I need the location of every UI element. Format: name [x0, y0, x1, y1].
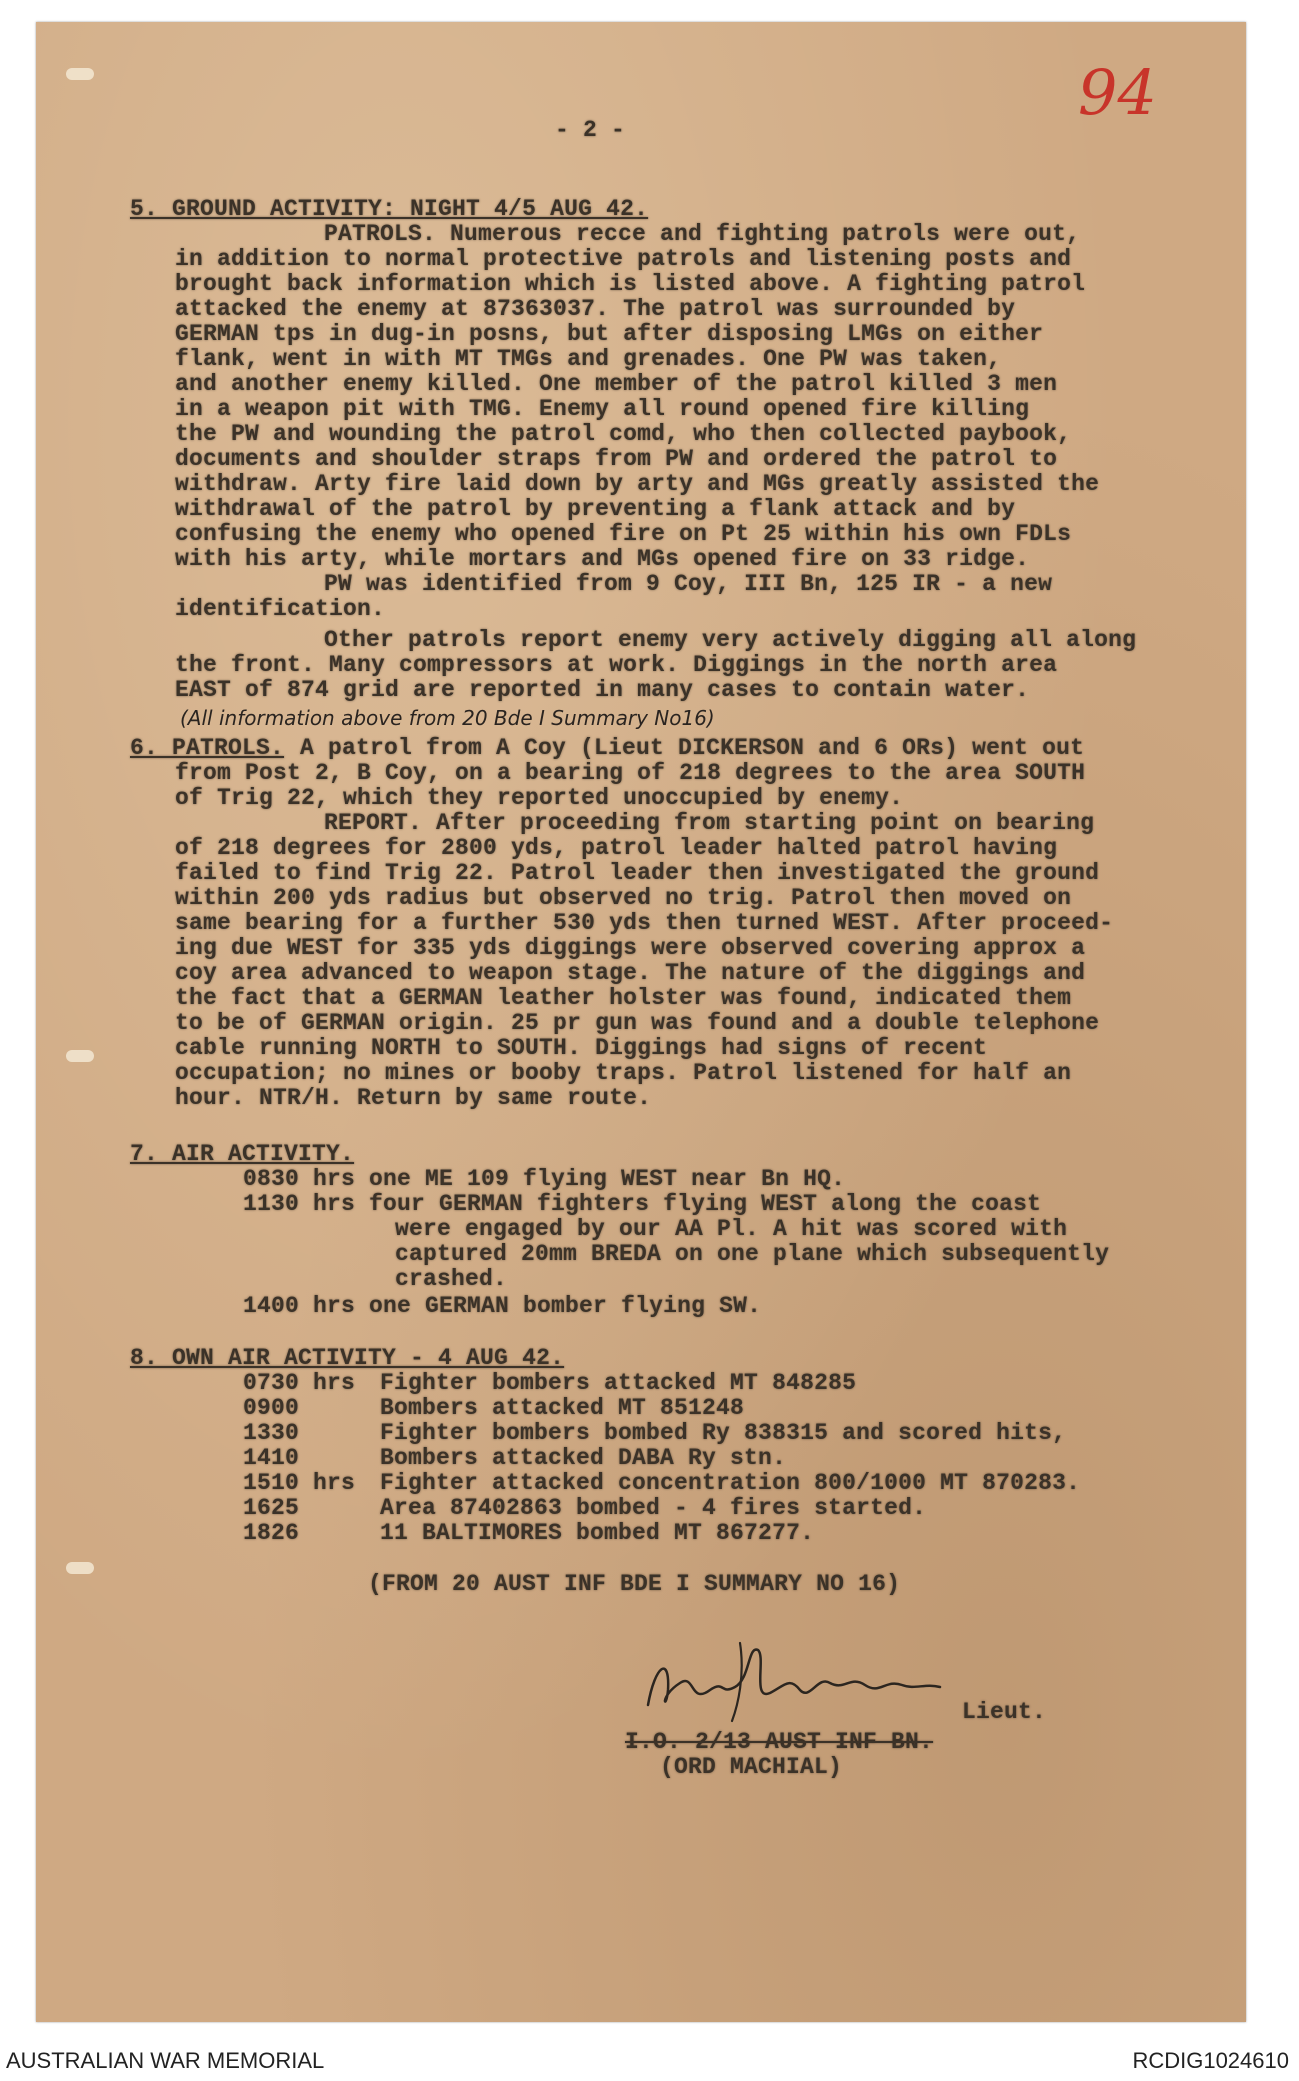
entry-time: 1410	[243, 1445, 300, 1471]
text-line: GERMAN tps in dug-in posns, but after disposing LMGs on either	[175, 321, 1044, 347]
entry-time: 0730 hrs	[243, 1370, 356, 1396]
text-line: documents and shoulder straps from PW and ordered the patrol to	[175, 446, 1058, 472]
signatory-rank: Lieut.	[962, 1699, 1047, 1725]
text-line: confusing the enemy who opened fire on Pt 25 within his own FDLs	[175, 521, 1072, 547]
text-line: EAST of 874 grid are reported in many cases to contain water.	[175, 677, 1030, 703]
entry-time: 1625	[243, 1495, 300, 1521]
text-line: coy area advanced to weapon stage. The nature of the diggings and	[175, 960, 1086, 986]
text-line: the PW and wounding the patrol comd, who then collected paybook,	[175, 421, 1072, 447]
text-line: captured 20mm BREDA on one plane which subsequently	[395, 1241, 1110, 1267]
text-line: cable running NORTH to SOUTH. Diggings had signs of recent	[175, 1035, 988, 1061]
section-5-heading: 5. GROUND ACTIVITY: NIGHT 4/5 AUG 42.	[130, 196, 649, 222]
entry-time: 1510 hrs	[243, 1470, 356, 1496]
section-7-heading: 7. AIR ACTIVITY.	[130, 1141, 355, 1167]
footer-reference-id: RCDIG1024610	[1132, 2048, 1289, 2073]
text-line: hour. NTR/H. Return by same route.	[175, 1085, 652, 1111]
text-line: withdraw. Arty fire laid down by arty and MGs greatly assisted the	[175, 471, 1100, 497]
text-line: from Post 2, B Coy, on a bearing of 218 degrees to the area SOUTH	[175, 760, 1086, 786]
signatory-title: I.O. 2/13 AUST INF BN.	[625, 1729, 934, 1755]
text-line: within 200 yds radius but observed no trig. Patrol then moved on	[175, 885, 1072, 911]
text-line: 1400 hrs one GERMAN bomber flying SW.	[243, 1293, 762, 1319]
text-line: REPORT. After proceeding from starting point on bearing	[324, 810, 1095, 836]
text-line: Other patrols report enemy very actively digging all along	[324, 627, 1137, 653]
text-line: were engaged by our AA Pl. A hit was scored with	[395, 1216, 1068, 1242]
entry-time: 1826	[243, 1520, 300, 1546]
signatory-name: (ORD MACHIAL)	[660, 1754, 843, 1780]
entry-text: Fighter attacked concentration 800/1000 MT 870283.	[380, 1470, 1081, 1496]
entry-text: Fighter bombers bombed Ry 838315 and scored hits,	[380, 1420, 1067, 1446]
entry-time: 1330	[243, 1420, 300, 1446]
text-line: identification.	[175, 596, 386, 622]
text-line: occupation; no mines or booby traps. Patrol listened for half an	[175, 1060, 1072, 1086]
punch-mark	[66, 68, 94, 80]
text-line: A patrol from A Coy (Lieut DICKERSON and 6 ORs) went out	[300, 735, 1085, 761]
text-line: and another enemy killed. One member of the patrol killed 3 men	[175, 371, 1058, 397]
text-line: ing due WEST for 335 yds diggings were observed covering approx a	[175, 935, 1086, 961]
text-line: in a weapon pit with TMG. Enemy all round opened fire killing	[175, 396, 1030, 422]
footer-archive-name: AUSTRALIAN WAR MEMORIAL	[6, 2048, 325, 2073]
entry-time: 0900	[243, 1395, 300, 1421]
text-line: of Trig 22, which they reported unoccupied by enemy.	[175, 785, 904, 811]
handwritten-signature	[640, 1635, 950, 1725]
source-note: (FROM 20 AUST INF BDE I SUMMARY NO 16)	[368, 1571, 901, 1597]
text-line: PATROLS. Numerous recce and fighting patrols were out,	[324, 221, 1081, 247]
text-line: in addition to normal protective patrols and listening posts and	[175, 246, 1072, 272]
section-8-heading: 8. OWN AIR ACTIVITY - 4 AUG 42.	[130, 1345, 565, 1371]
text-line: 1130 hrs four GERMAN fighters flying WEST along the coast	[243, 1191, 1042, 1217]
punch-mark	[66, 1562, 94, 1574]
text-line: of 218 degrees for 2800 yds, patrol leader halted patrol having	[175, 835, 1058, 861]
text-line: 0830 hrs one ME 109 flying WEST near Bn HQ.	[243, 1166, 846, 1192]
handwritten-annotation: (All information above from 20 Bde I Summary No16)	[180, 706, 715, 730]
entry-text: Bombers attacked DABA Ry stn.	[380, 1445, 787, 1471]
text-line: same bearing for a further 530 yds then turned WEST. After proceed-	[175, 910, 1114, 936]
text-line: crashed.	[395, 1266, 508, 1292]
text-line: flank, went in with MT TMGs and grenades. One PW was taken,	[175, 346, 1002, 372]
text-line: brought back information which is listed above. A fighting patrol	[175, 271, 1086, 297]
text-line: PW was identified from 9 Coy, III Bn, 125 IR - a new	[324, 571, 1053, 597]
punch-mark	[66, 1050, 94, 1062]
text-line: to be of GERMAN origin. 25 pr gun was found and a double telephone	[175, 1010, 1100, 1036]
entry-text: Area 87402863 bombed - 4 fires started.	[380, 1495, 927, 1521]
entry-text: Bombers attacked MT 851248	[380, 1395, 745, 1421]
text-line: the front. Many compressors at work. Diggings in the north area	[175, 652, 1058, 678]
text-line: withdrawal of the patrol by preventing a flank attack and by	[175, 496, 1016, 522]
page-number: - 2 -	[555, 117, 626, 143]
text-line: failed to find Trig 22. Patrol leader then investigated the ground	[175, 860, 1100, 886]
entry-text: Fighter bombers attacked MT 848285	[380, 1370, 857, 1396]
section-6-heading: 6. PATROLS.	[130, 735, 285, 761]
text-line: attacked the enemy at 87363037. The patrol was surrounded by	[175, 296, 1016, 322]
folio-number: 94	[1078, 56, 1157, 129]
entry-text: 11 BALTIMORES bombed MT 867277.	[380, 1520, 815, 1546]
text-line: the fact that a GERMAN leather holster was found, indicated them	[175, 985, 1072, 1011]
text-line: with his arty, while mortars and MGs opened fire on 33 ridge.	[175, 546, 1030, 572]
